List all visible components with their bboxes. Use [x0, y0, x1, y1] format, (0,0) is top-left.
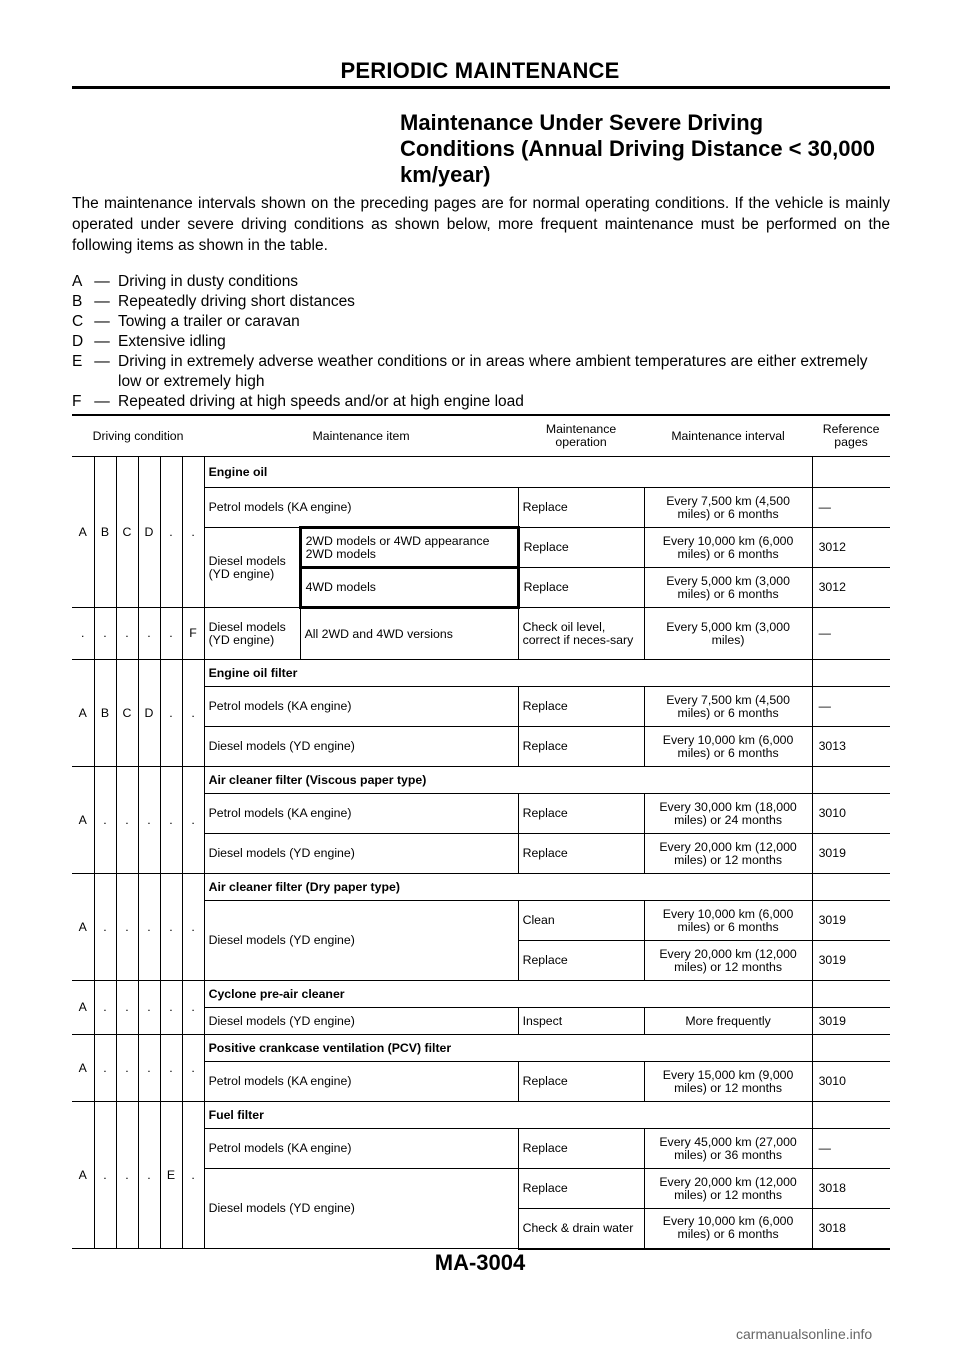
condition-cell: .	[138, 767, 160, 874]
watermark[interactable]: carmanualsonline.info	[736, 1326, 873, 1342]
condition-cell: A	[72, 457, 94, 608]
condition-letter: B	[72, 293, 83, 310]
interval-cell: Every 5,000 km (3,000 miles)	[644, 608, 812, 660]
group-title-cell: Fuel filter	[204, 1102, 812, 1129]
condition-cell: C	[116, 457, 138, 608]
ref-cell: 3019	[812, 941, 890, 981]
item-cell: Petrol models (KA engine)	[204, 488, 518, 528]
interval-cell: Every 7,500 km (4,500 miles) or 6 months	[644, 687, 812, 727]
condition-item	[72, 312, 890, 332]
condition-cell: B	[94, 660, 116, 767]
interval-cell: Every 20,000 km (12,000 miles) or 12 months	[644, 941, 812, 981]
table-row	[72, 660, 890, 687]
header-maintenance-interval: Maintenance interval	[644, 415, 812, 457]
ref-cell	[812, 1035, 890, 1062]
condition-cell: .	[160, 457, 182, 608]
condition-dash: —	[94, 313, 110, 330]
ref-cell: 3018	[812, 1209, 890, 1249]
condition-cell: .	[116, 874, 138, 981]
condition-cell: .	[160, 981, 182, 1035]
ref-cell: —	[812, 687, 890, 727]
condition-dash: —	[94, 393, 110, 410]
interval-cell: More frequently	[644, 1008, 812, 1035]
operation-cell: Replace	[518, 488, 644, 528]
interval-cell: Every 10,000 km (6,000 miles) or 6 months	[644, 727, 812, 767]
condition-cell: .	[160, 608, 182, 660]
group-title-cell: Cyclone pre-air cleaner	[204, 981, 812, 1008]
operation-cell: Inspect	[518, 1008, 644, 1035]
item-cell: Diesel models (YD engine)	[204, 901, 518, 981]
condition-cell: .	[138, 981, 160, 1035]
group-title-cell: Engine oil filter	[204, 660, 812, 687]
table-header-row	[72, 415, 890, 457]
interval-cell: Every 10,000 km (6,000 miles) or 6 months	[644, 1209, 812, 1249]
ref-cell: 3019	[812, 901, 890, 941]
ref-cell: —	[812, 1129, 890, 1169]
condition-cell: .	[94, 1102, 116, 1249]
ref-cell: —	[812, 488, 890, 528]
condition-cell: D	[138, 660, 160, 767]
item-cell: Petrol models (KA engine)	[204, 687, 518, 727]
condition-cell: .	[182, 874, 204, 981]
condition-cell: .	[116, 1102, 138, 1249]
condition-cell: A	[72, 1035, 94, 1102]
interval-cell: Every 15,000 km (9,000 miles) or 12 months	[644, 1062, 812, 1102]
condition-cell: .	[160, 767, 182, 874]
operation-cell: Replace	[518, 687, 644, 727]
ref-cell	[812, 457, 890, 488]
table-row	[72, 457, 890, 488]
operation-cell: Replace	[518, 794, 644, 834]
condition-cell: A	[72, 874, 94, 981]
item-cell: Petrol models (KA engine)	[204, 794, 518, 834]
ref-cell: 3019	[812, 1008, 890, 1035]
driving-conditions-list	[72, 272, 890, 412]
ref-cell: 3013	[812, 727, 890, 767]
condition-text: Repeatedly driving short distances	[118, 293, 355, 310]
condition-letter: C	[72, 313, 84, 330]
title-line-3: km/year)	[400, 162, 491, 187]
condition-letter: D	[72, 333, 84, 350]
ref-cell	[812, 1102, 890, 1129]
condition-dash: —	[94, 293, 110, 310]
operation-cell: Replace	[518, 528, 644, 568]
condition-text: Towing a trailer or caravan	[118, 313, 300, 330]
section-header: PERIODIC MAINTENANCE	[340, 58, 620, 83]
condition-cell: .	[72, 608, 94, 660]
header-driving-condition: Driving condition	[72, 415, 204, 457]
condition-cell: .	[160, 1035, 182, 1102]
condition-cell: .	[94, 608, 116, 660]
maintenance-table	[72, 414, 890, 1250]
condition-text: Extensive idling	[118, 333, 226, 350]
condition-letter: F	[72, 393, 82, 410]
table-row	[72, 608, 890, 660]
interval-cell: Every 10,000 km (6,000 miles) or 6 months	[644, 901, 812, 941]
condition-cell: .	[138, 608, 160, 660]
ref-cell: 3019	[812, 834, 890, 874]
condition-cell: D	[138, 457, 160, 608]
header-rule	[72, 86, 890, 89]
item-cell: Diesel models (YD engine)	[204, 1169, 518, 1249]
operation-cell: Clean	[518, 901, 644, 941]
condition-cell: .	[182, 1102, 204, 1249]
group-title-cell: Air cleaner filter (Dry paper type)	[204, 874, 812, 901]
condition-cell: .	[138, 1035, 160, 1102]
item-cell: Petrol models (KA engine)	[204, 1062, 518, 1102]
condition-dash: —	[94, 273, 110, 290]
condition-cell: .	[138, 1102, 160, 1249]
condition-cell: .	[182, 660, 204, 767]
condition-cell: .	[182, 767, 204, 874]
ref-cell: 3018	[812, 1169, 890, 1209]
condition-cell: E	[160, 1102, 182, 1249]
condition-item	[72, 292, 890, 312]
condition-cell: .	[116, 1035, 138, 1102]
operation-cell: Replace	[518, 1129, 644, 1169]
condition-item	[72, 352, 890, 392]
header-maintenance-operation: Maintenance operation	[518, 415, 644, 457]
condition-letter: A	[72, 273, 83, 290]
group-title-cell: Positive crankcase ventilation (PCV) filter	[204, 1035, 812, 1062]
condition-cell: B	[94, 457, 116, 608]
condition-cell: .	[160, 660, 182, 767]
condition-cell: .	[94, 874, 116, 981]
operation-cell: Replace	[518, 1169, 644, 1209]
operation-cell: Replace	[518, 568, 644, 608]
condition-cell: .	[160, 874, 182, 981]
sub-item-cell: 2WD models or 4WD appearance 2WD models	[300, 528, 518, 568]
ref-cell: 3010	[812, 794, 890, 834]
condition-cell: .	[94, 1035, 116, 1102]
header-maintenance-item: Maintenance item	[204, 415, 518, 457]
condition-text: Driving in extremely adverse weather conditions or in areas where ambient temperatures are either extremely low or extremely high	[118, 353, 868, 390]
condition-cell: C	[116, 660, 138, 767]
page-number: MA-3004	[434, 1250, 526, 1275]
table-row	[72, 1035, 890, 1062]
item-cell: Diesel models (YD engine)	[204, 608, 300, 660]
ref-cell: 3010	[812, 1062, 890, 1102]
sub-item-cell: All 2WD and 4WD versions	[300, 608, 518, 660]
ref-cell: —	[812, 608, 890, 660]
table-row	[72, 767, 890, 794]
condition-letter: E	[72, 353, 83, 370]
ref-cell	[812, 660, 890, 687]
condition-cell: .	[182, 981, 204, 1035]
interval-cell: Every 30,000 km (18,000 miles) or 24 months	[644, 794, 812, 834]
condition-cell: A	[72, 1102, 94, 1249]
condition-item	[72, 272, 890, 292]
condition-item	[72, 392, 890, 412]
ref-cell	[812, 874, 890, 901]
condition-dash: —	[94, 333, 110, 350]
condition-dash: —	[94, 353, 110, 370]
condition-cell: .	[182, 1035, 204, 1102]
condition-cell: .	[116, 608, 138, 660]
condition-text: Repeated driving at high speeds and/or at high engine load	[118, 393, 524, 410]
ref-cell: 3012	[812, 568, 890, 608]
item-cell: Diesel models (YD engine)	[204, 727, 518, 767]
sub-item-cell: 4WD models	[300, 568, 518, 608]
operation-cell: Check oil level, correct if neces-sary	[518, 608, 644, 660]
table-row	[72, 981, 890, 1008]
condition-cell: A	[72, 660, 94, 767]
header-reference-pages: Reference pages	[812, 415, 890, 457]
title-line-2: Conditions (Annual Driving Distance < 30,000	[400, 136, 875, 161]
interval-cell: Every 20,000 km (12,000 miles) or 12 months	[644, 834, 812, 874]
interval-cell: Every 20,000 km (12,000 miles) or 12 months	[644, 1169, 812, 1209]
condition-item	[72, 332, 890, 352]
intro-paragraph: The maintenance intervals shown on the preceding pages are for normal operating conditions. If the vehicle is mainly operated under severe driving conditions as shown below, more frequent maintenance must be performed on the following items as shown in the table.	[72, 195, 890, 254]
condition-cell: .	[116, 981, 138, 1035]
item-cell: Diesel models (YD engine)	[204, 834, 518, 874]
item-cell: Diesel models (YD engine)	[204, 1008, 518, 1035]
operation-cell: Replace	[518, 941, 644, 981]
item-cell: Diesel models (YD engine)	[204, 528, 300, 608]
condition-cell: .	[138, 874, 160, 981]
ref-cell	[812, 767, 890, 794]
operation-cell: Check & drain water	[518, 1209, 644, 1249]
operation-cell: Replace	[518, 834, 644, 874]
condition-cell: A	[72, 767, 94, 874]
condition-cell: .	[182, 457, 204, 608]
ref-cell	[812, 981, 890, 1008]
interval-cell: Every 5,000 km (3,000 miles) or 6 months	[644, 568, 812, 608]
condition-text: Driving in dusty conditions	[118, 273, 299, 290]
table-row	[72, 1102, 890, 1129]
group-title-cell: Engine oil	[204, 457, 812, 488]
condition-cell: .	[116, 767, 138, 874]
ref-cell: 3012	[812, 528, 890, 568]
operation-cell: Replace	[518, 727, 644, 767]
condition-cell: F	[182, 608, 204, 660]
interval-cell: Every 7,500 km (4,500 miles) or 6 months	[644, 488, 812, 528]
condition-cell: .	[94, 767, 116, 874]
group-title-cell: Air cleaner filter (Viscous paper type)	[204, 767, 812, 794]
operation-cell: Replace	[518, 1062, 644, 1102]
title-line-1: Maintenance Under Severe Driving	[400, 110, 764, 135]
interval-cell: Every 45,000 km (27,000 miles) or 36 months	[644, 1129, 812, 1169]
item-cell: Petrol models (KA engine)	[204, 1129, 518, 1169]
condition-cell: A	[72, 981, 94, 1035]
page-title	[400, 110, 900, 188]
condition-cell: .	[94, 981, 116, 1035]
table-row	[72, 874, 890, 901]
interval-cell: Every 10,000 km (6,000 miles) or 6 months	[644, 528, 812, 568]
